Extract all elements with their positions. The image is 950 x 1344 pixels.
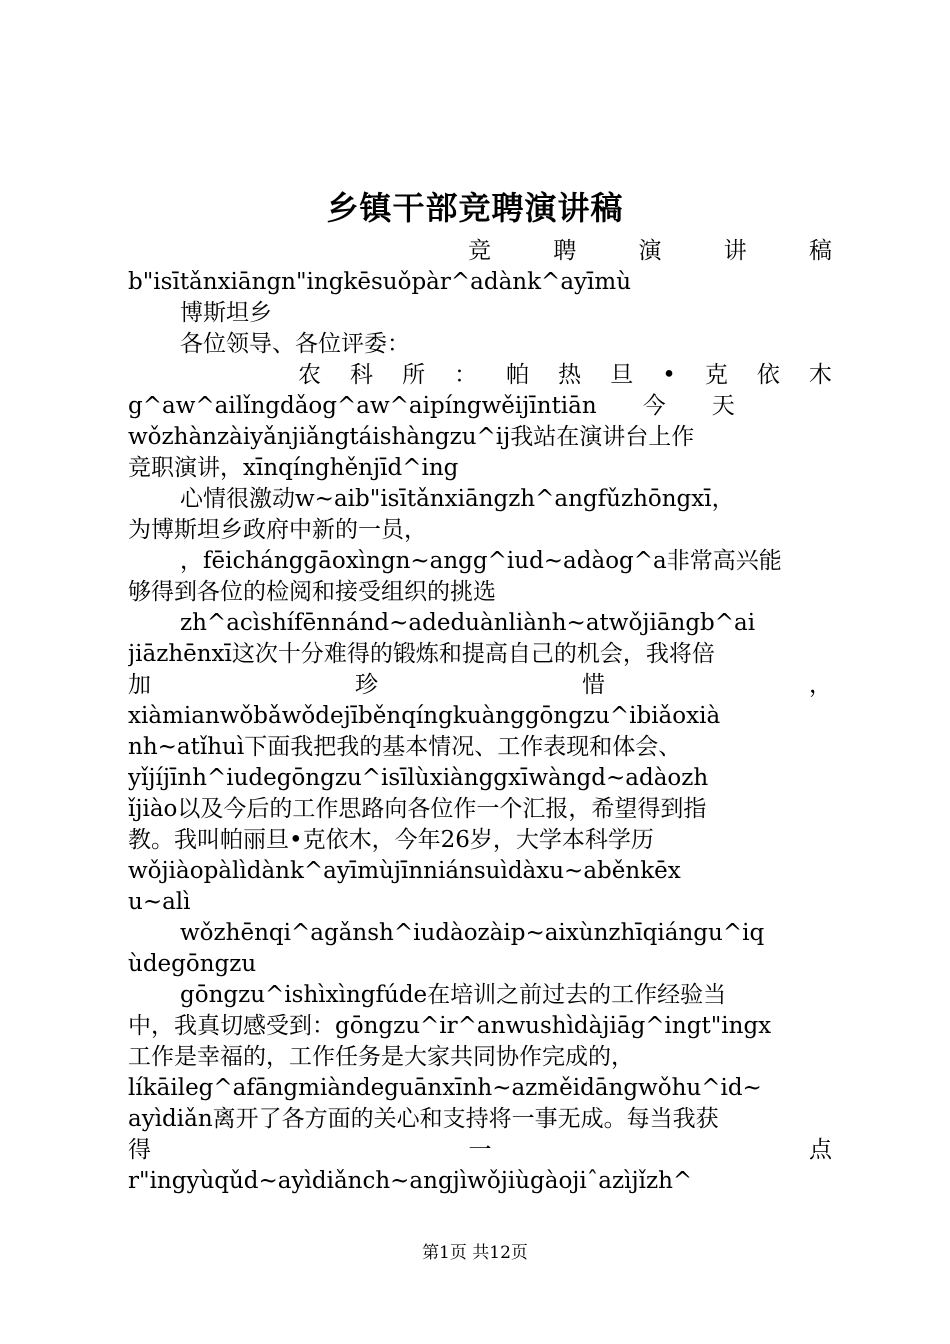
text-line: u~alì bbox=[128, 889, 191, 915]
text-line: 工作是幸福的，工作任务是大家共同协作完成的， bbox=[128, 1044, 634, 1070]
text-fragment: 加 bbox=[128, 672, 151, 698]
text-fragment: 讲 bbox=[723, 238, 747, 264]
text-line bbox=[128, 670, 832, 701]
text-fragment: ， bbox=[809, 672, 832, 698]
text-line bbox=[128, 236, 832, 267]
text-fragment: 克 bbox=[704, 362, 728, 388]
text-line: ùdegōngzu bbox=[128, 951, 257, 977]
text-fragment: 旦 bbox=[610, 362, 634, 388]
text-fragment: 惜 bbox=[582, 672, 605, 698]
text-line: r"ingyùqǔd~ayìdiǎnch~angjìwǒjiùgàojiˆazìjǐzh^ bbox=[128, 1168, 693, 1194]
text-line: 博斯坦乡 bbox=[180, 300, 272, 326]
text-line: nh~atǐhuì下面我把我的基本情况、工作表现和体会、 bbox=[128, 734, 682, 760]
text-fragment: 帕 bbox=[506, 362, 530, 388]
text-line: 为博斯坦乡政府中新的一员， bbox=[128, 517, 427, 543]
document-body bbox=[128, 236, 832, 1197]
text-fragment: ： bbox=[454, 362, 478, 388]
text-fragment: 木 bbox=[808, 362, 832, 388]
text-line: b"isītǎnxiāngn"ingkēsuǒpàr^adànk^ayīmù bbox=[128, 269, 632, 295]
text-line: xiàmianwǒbǎwǒdejīběnqíngkuànggōngzu^ibiǎoxià bbox=[128, 703, 721, 729]
text-line: 竞职演讲，xīnqínghěnjīd^ing bbox=[128, 455, 459, 481]
text-line: 各位领导、各位评委： bbox=[180, 331, 410, 357]
text-fragment: 一 bbox=[468, 1137, 492, 1163]
text-line: 中，我真切感受到：gōngzu^ir^anwushìdàjiāg^ingt"ingx bbox=[128, 1013, 772, 1039]
text-line: jiāzhēnxī这次十分难得的锻炼和提高自己的机会，我将倍 bbox=[128, 641, 715, 667]
text-line: gōngzu^ishìxìngfúde在培训之前过去的工作经验当 bbox=[180, 982, 727, 1008]
text-fragment: 珍 bbox=[355, 672, 378, 698]
text-fragment: 科 bbox=[350, 362, 374, 388]
text-line: ayìdiǎn离开了各方面的关心和支持将一事无成。每当我获 bbox=[128, 1106, 719, 1132]
document-title: 乡镇干部竞聘演讲稿 bbox=[326, 189, 624, 227]
text-fragment: 竞 bbox=[468, 238, 491, 264]
text-line: líkāileg^afāngmiàndeguānxīnh~azměidāngwǒhu^id~ bbox=[128, 1075, 762, 1101]
text-fragment: 所 bbox=[402, 362, 426, 388]
text-fragment: 点 bbox=[809, 1137, 832, 1163]
text-fragment: 依 bbox=[756, 362, 780, 388]
text-line bbox=[128, 1135, 832, 1166]
text-line: wǒzhēnqi^agǎnsh^iudàozàip~aixùnzhīqiángu^iq bbox=[180, 920, 765, 946]
text-line: ǐjiào以及今后的工作思路向各位作一个汇报，希望得到指 bbox=[128, 796, 707, 822]
page-footer: 第1页 共12页 bbox=[422, 1243, 528, 1263]
text-line bbox=[128, 360, 832, 391]
text-fragment: 农 bbox=[298, 362, 321, 388]
text-line: yǐjíjīnh^iudegōngzu^isīlùxiànggxīwàngd~adàozh bbox=[128, 765, 709, 791]
text-line: ，fēichánggāoxìngn~angg^iud~adàog^a非常高兴能 bbox=[180, 548, 782, 574]
text-line: 教。我叫帕丽旦•克依木，今年26岁，大学本科学历 bbox=[128, 827, 654, 853]
text-line: g^aw^ailǐngdǎog^aw^aipíngwěijīntiān 今 天 bbox=[128, 393, 735, 419]
text-line: 心情很激动w~aib"isītǎnxiāngzh^angfǔzhōngxī， bbox=[180, 486, 735, 512]
text-fragment: 热 bbox=[558, 362, 582, 388]
text-fragment: 稿 bbox=[809, 238, 832, 264]
text-fragment: • bbox=[662, 362, 676, 388]
text-line: zh^acìshífēnnánd~adeduànliành~atwǒjiāngb^ai bbox=[180, 610, 756, 636]
text-fragment: 聘 bbox=[553, 238, 577, 264]
text-fragment: 演 bbox=[638, 238, 662, 264]
text-line: wǒjiàopàlìdànk^ayīmùjīnniánsuìdàxu~aběnkēx bbox=[128, 858, 681, 884]
text-line: 够得到各位的检阅和接受组织的挑选 bbox=[128, 579, 496, 605]
text-line: wǒzhànzàiyǎnjiǎngtáishàngzu^ij我站在演讲台上作 bbox=[128, 424, 695, 450]
text-fragment: 得 bbox=[128, 1137, 151, 1163]
